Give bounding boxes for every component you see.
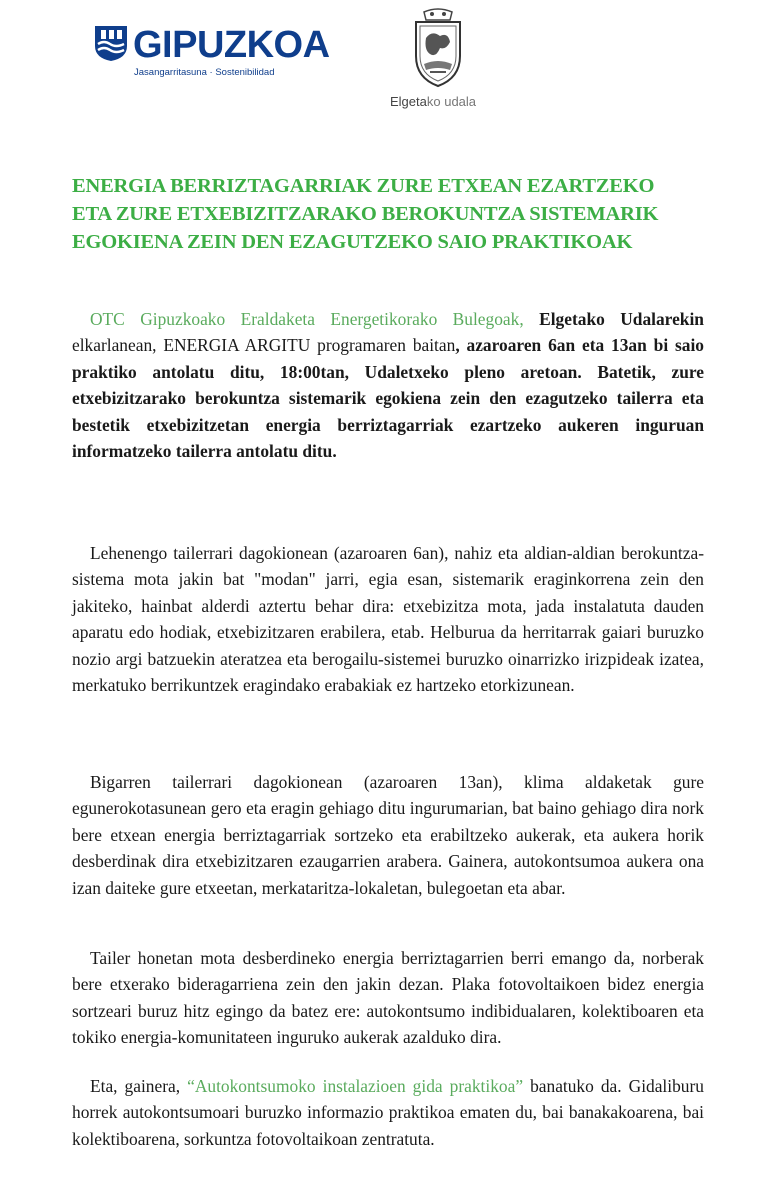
elgeta-udala-label: Elgetako udala: [390, 94, 477, 109]
intro-normal-1: elkarlanean, ENERGIA ARGITU programaren baitan: [72, 335, 456, 356]
otc-office-name: OTC Gipuzkoako Eraldaketa Energetikorako Bulegoak,: [90, 309, 524, 329]
intro-bold-1: Elgetako Udalarekin: [539, 309, 704, 329]
elgeta-crest-icon: [410, 8, 466, 88]
intro-bold-2: , azaroaren 6an eta 13an bi saio praktiko antolatu ditu, 18:00tan, Udaletxeko pleno aretoan. Batetik, zure etxebizitzarako berokuntza sistemarik egokiena zein den ezagutzeko tailerra eta bestetik etxebizitzetan energia berriztagarriak ezartzeko aukeren inguruan informatzeko tailerra antolatu ditu.: [72, 335, 704, 462]
workshop-content-paragraph: Tailer honetan mota desberdineko energia berriztagarrien berri emango da, norberak bere etxerako bideragarriena zein den jakin dezan. Plaka fotovoltaikoen bidez energia sortzeari buruz hitz egingo da batez ere: autokontsumo indibidualaren, kolektiboaren eta tokiko energia-komunitateen inguruko aukerak azalduko dira.: [72, 948, 704, 1048]
elgeta-logo: [387, 8, 497, 113]
header: [0, 0, 757, 120]
gipuzkoa-shield-icon: [93, 24, 129, 62]
gipuzkoa-logo: [93, 22, 358, 82]
guide-title: “Autokontsumoko instalazioen gida praktikoa”: [187, 1076, 524, 1096]
second-workshop-paragraph: Bigarren tailerrari dagokionean (azaroaren 13an), klima aldaketak gure egunerokotasunean gero eta eragin gehiago ditu ingurumarian, bat baino gehiago dira nork bere etxean energia berriztagarriak sortzeko eta erabiltzeko aukerak, eta aukera horik desberdinak dira etxebizitzaren ezaugarrien arabera. Gainera, autokontsumoa aukera ona izan daiteke gure etxeetan, merkataritza-lokaletan, bulegoetan eta abar.: [72, 772, 704, 898]
gipuzkoa-tagline: Jasangarritasuna · Sostenibilidad: [134, 67, 275, 78]
guide-rest: banatuko da. Gidaliburu horrek autokontsumoari buruzko informazio praktikoa ematen du, bai banakakoarena, bai kolektiboarena, sorkuntza fotovoltaikoan zentratuta.: [72, 1076, 704, 1149]
guide-paragraph: [72, 1073, 704, 1152]
gipuzkoa-wordmark: GIPUZKOA: [133, 24, 330, 66]
intro-paragraph: [72, 306, 704, 464]
guide-lead: Eta, gainera,: [90, 1076, 181, 1096]
first-workshop-paragraph: Lehenengo tailerrari dagokionean (azaroaren 6an), nahiz eta aldian-aldian berokuntza-sistema mota jakin bat "modan" jarri, egia esan, sistemarik eraginkorrena zein den jakiteko, hainbat alderdi aztertu behar dira: etxebizitza mota, jada instalatuta dauden aparatu edo hodiak, etxebizitzaren erabilera, etab. Helburua da herritarrak gaiari buruzko nozio argi batzuekin ateratzea eta berogailu-sistemei buruzko oinarrizko irizpideak izatea, merkatuko berrikuntzek eragindako erabakiak ez hartzeko etorkizunean.: [72, 543, 704, 696]
document-title: ENERGIA BERRIZTAGARRIAK ZURE ETXEAN EZARTZEKO ETA ZURE ETXEBIZITZARAKO BEROKUNTZA SISTEMARIK EGOKIENA ZEIN DEN EZAGUTZEKO SAIO PRAKTIKOAK: [72, 175, 659, 253]
